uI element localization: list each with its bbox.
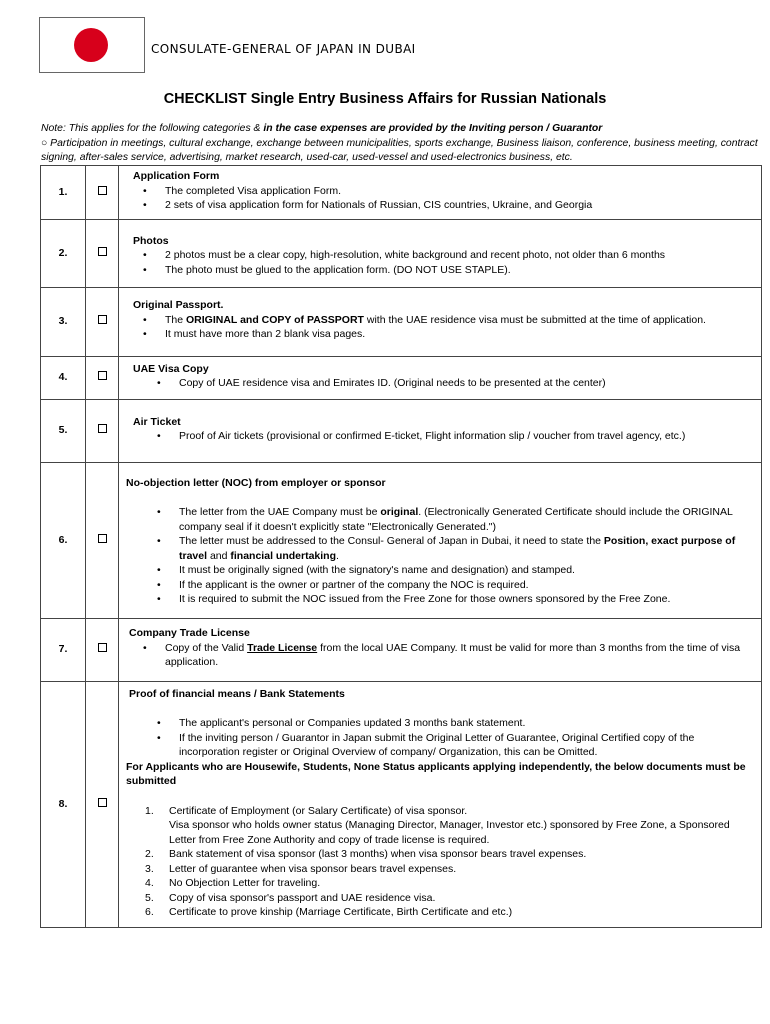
bullet-icon: • xyxy=(157,377,161,389)
emphasis: ORIGINAL and COPY of PASSPORT xyxy=(186,313,364,326)
item-text: 2 sets of visa application form for Nationals of Russian, CIS countries, Ukraine, and Georgia xyxy=(165,199,593,211)
item-text: The letter from the UAE Company must be xyxy=(179,506,381,518)
emphasis: Position, exact purpose of travel xyxy=(179,535,736,562)
item-text: Copy of UAE residence visa and Emirates ID. (Original needs to be presented at the center) xyxy=(179,377,606,389)
numbered-list-item xyxy=(169,818,755,847)
item-heading: UAE Visa Copy xyxy=(133,362,209,375)
numbered-list-item xyxy=(145,891,755,906)
item-heading: Application Form xyxy=(133,170,220,182)
numbered-list-item xyxy=(145,862,755,877)
checkbox-square-icon xyxy=(98,798,107,807)
bullet-icon: • xyxy=(157,564,161,576)
checkbox[interactable] xyxy=(86,618,119,681)
item-content xyxy=(119,399,762,462)
item-number: 6. xyxy=(41,462,86,618)
list-number: 3. xyxy=(145,862,154,875)
list-item xyxy=(157,534,755,563)
bullet-icon: • xyxy=(143,184,147,197)
checkbox[interactable] xyxy=(86,287,119,356)
checkbox-square-icon xyxy=(98,534,107,543)
bullet-icon: • xyxy=(143,199,147,211)
list-item xyxy=(157,716,755,731)
bullet-icon: • xyxy=(157,506,161,518)
list-item xyxy=(157,376,755,391)
checkbox[interactable] xyxy=(86,219,119,287)
item-text: The completed Visa application Form. xyxy=(165,184,342,197)
checkbox-square-icon xyxy=(98,643,107,652)
item-text: with the UAE residence visa must be submitted at the time of application. xyxy=(363,313,706,326)
numbered-list-item xyxy=(145,847,755,862)
item-heading: Air Ticket xyxy=(133,415,181,428)
item-number: 4. xyxy=(41,356,86,399)
item-heading: Original Passport. xyxy=(133,299,224,312)
list-item xyxy=(143,641,755,670)
checklist-row xyxy=(41,166,762,220)
bullet-icon: • xyxy=(143,249,147,262)
item-text: Letter of guarantee when visa sponsor bears travel expenses. xyxy=(169,862,457,875)
list-item xyxy=(157,505,755,534)
item-number: 2. xyxy=(41,219,86,287)
item-text: and xyxy=(207,549,231,562)
item-heading: Photos xyxy=(133,234,169,247)
item-text: . xyxy=(336,549,339,562)
list-item xyxy=(157,592,755,607)
item-content xyxy=(119,219,762,287)
list-item xyxy=(143,263,755,278)
item-text: Visa sponsor who holds owner status (Managing Director, Manager, Investor etc.) sponsored by Free Zone, a Sponsored Letter from Free Zone Authority and copy of trade license is required. xyxy=(169,819,730,846)
list-item xyxy=(143,184,755,199)
item-content xyxy=(119,462,762,618)
numbered-list-item xyxy=(145,876,755,891)
checkbox-square-icon xyxy=(98,315,107,324)
checkbox-square-icon xyxy=(98,424,107,433)
item-content xyxy=(119,618,762,681)
item-text: from the local UAE Company. It must be valid for more than 3 months from the time of visa application. xyxy=(165,641,741,669)
checkbox[interactable] xyxy=(86,399,119,462)
item-text: The xyxy=(165,313,187,326)
subheading: For Applicants who are Housewife, Students, None Status applicants applying independently, the below documents must be submitted xyxy=(126,760,746,787)
list-item xyxy=(143,198,755,213)
bullet-icon: • xyxy=(157,535,161,547)
item-heading: No-objection letter (NOC) from employer or sponsor xyxy=(126,476,386,489)
checkbox[interactable] xyxy=(86,462,119,618)
item-heading: Company Trade License xyxy=(129,627,250,640)
item-text: Proof of Air tickets (provisional or confirmed E-ticket, Flight information slip / voucher from travel agency, etc.) xyxy=(179,430,686,442)
checklist-table xyxy=(40,165,762,928)
item-text: No Objection Letter for traveling. xyxy=(169,877,321,889)
item-text: The applicant's personal or Companies updated 3 months bank statement. xyxy=(179,717,526,729)
numbered-list xyxy=(123,804,755,920)
item-content xyxy=(119,287,762,356)
bullet-icon: • xyxy=(143,641,147,654)
checklist-row xyxy=(41,287,762,356)
note-prefix: Note: This applies for the following categories & xyxy=(41,123,264,134)
item-text: It must be originally signed (with the signatory's name and designation) and stamped. xyxy=(179,564,575,576)
note-categories: ○ Participation in meetings, cultural exchange, exchange between municipalities, sports exchange, Business liaison, conference, business meeting, contract signing, after-sales service, advertising, market research, used-car, used-vessel and used-electronics business, etc. xyxy=(41,137,758,163)
checklist-row xyxy=(41,219,762,287)
bullet-icon: • xyxy=(143,263,147,276)
list-item xyxy=(157,429,755,444)
item-number: 5. xyxy=(41,399,86,462)
item-text: . (Electronically Generated Certificate should include the ORIGINAL company seal if it doesn't explicitly state "Electronically Generated.") xyxy=(179,506,733,533)
checklist-row xyxy=(41,681,762,927)
item-text: Certificate of Employment (or Salary Certificate) of visa sponsor. xyxy=(169,804,468,817)
bullet-icon: • xyxy=(157,430,161,442)
note xyxy=(41,122,761,166)
item-text: Copy of the Valid xyxy=(165,641,248,654)
list-item xyxy=(143,313,755,328)
item-number: 1. xyxy=(41,166,86,220)
item-text: The photo must be glued to the application form. (DO NOT USE STAPLE). xyxy=(165,263,511,276)
list-item xyxy=(143,248,755,263)
bullet-icon: • xyxy=(157,717,161,729)
item-text: 2 photos must be a clear copy, high-resolution, white background and recent photo, not older than 6 months xyxy=(165,249,666,262)
list-number: 5. xyxy=(145,891,154,904)
numbered-list-item xyxy=(145,804,755,819)
list-number: 1. xyxy=(145,804,154,817)
item-heading: Proof of financial means / Bank Statements xyxy=(129,687,345,700)
item-text: Copy of visa sponsor's passport and UAE residence visa. xyxy=(169,891,436,904)
checkbox-square-icon xyxy=(98,186,107,195)
emphasis: Trade License xyxy=(247,641,318,654)
consulate-name: CONSULATE-GENERAL OF JAPAN IN DUBAI xyxy=(151,42,416,56)
item-content xyxy=(119,356,762,399)
list-item xyxy=(143,327,755,342)
checkbox[interactable] xyxy=(86,166,119,220)
page-title: CHECKLIST Single Entry Business Affairs for Russian Nationals xyxy=(163,91,607,107)
bullet-icon: • xyxy=(157,731,161,744)
item-number: 8. xyxy=(41,681,86,927)
japan-flag xyxy=(39,17,145,73)
item-content xyxy=(119,166,762,220)
flag-red-disc xyxy=(74,28,108,62)
list-number: 2. xyxy=(145,848,154,860)
checkbox[interactable] xyxy=(86,356,119,399)
item-text: It must have more than 2 blank visa pages. xyxy=(165,328,366,341)
emphasis: financial undertaking xyxy=(230,549,336,562)
checklist-row xyxy=(41,399,762,462)
checkbox-square-icon xyxy=(98,371,107,380)
note-bold: in the case expenses are provided by the Inviting person / Guarantor xyxy=(263,123,603,134)
item-text: The letter must be addressed to the Consul- General of Japan in Dubai, it need to state the xyxy=(179,535,604,547)
list-item xyxy=(157,563,755,578)
list-number: 6. xyxy=(145,906,154,918)
bullet-icon: • xyxy=(143,328,147,341)
checklist-row xyxy=(41,462,762,618)
list-item xyxy=(157,578,755,593)
numbered-list-item xyxy=(145,905,755,920)
checkbox[interactable] xyxy=(86,681,119,927)
item-content xyxy=(119,681,762,927)
checkbox-square-icon xyxy=(98,247,107,256)
item-text: It is required to submit the NOC issued from the Free Zone for those owners sponsored by the Free Zone. xyxy=(179,593,671,605)
emphasis: original xyxy=(380,506,419,518)
list-number: 4. xyxy=(145,877,154,889)
bullet-icon: • xyxy=(157,578,161,591)
item-number: 3. xyxy=(41,287,86,356)
bullet-icon: • xyxy=(143,313,147,326)
item-text: Certificate to prove kinship (Marriage Certificate, Birth Certificate and etc.) xyxy=(169,906,513,918)
item-number: 7. xyxy=(41,618,86,681)
bullet-icon: • xyxy=(157,593,161,605)
list-item xyxy=(157,731,755,760)
checklist-row xyxy=(41,618,762,681)
checklist-row xyxy=(41,356,762,399)
item-text: Bank statement of visa sponsor (last 3 months) when visa sponsor bears travel expenses. xyxy=(169,848,587,860)
item-text: If the applicant is the owner or partner of the company the NOC is required. xyxy=(179,578,529,591)
item-text: If the inviting person / Guarantor in Japan submit the Original Letter of Guarantee, Original Certified copy of the incorporation register or Original Overview of company/ Organization, this can be Omitted. xyxy=(179,731,695,758)
